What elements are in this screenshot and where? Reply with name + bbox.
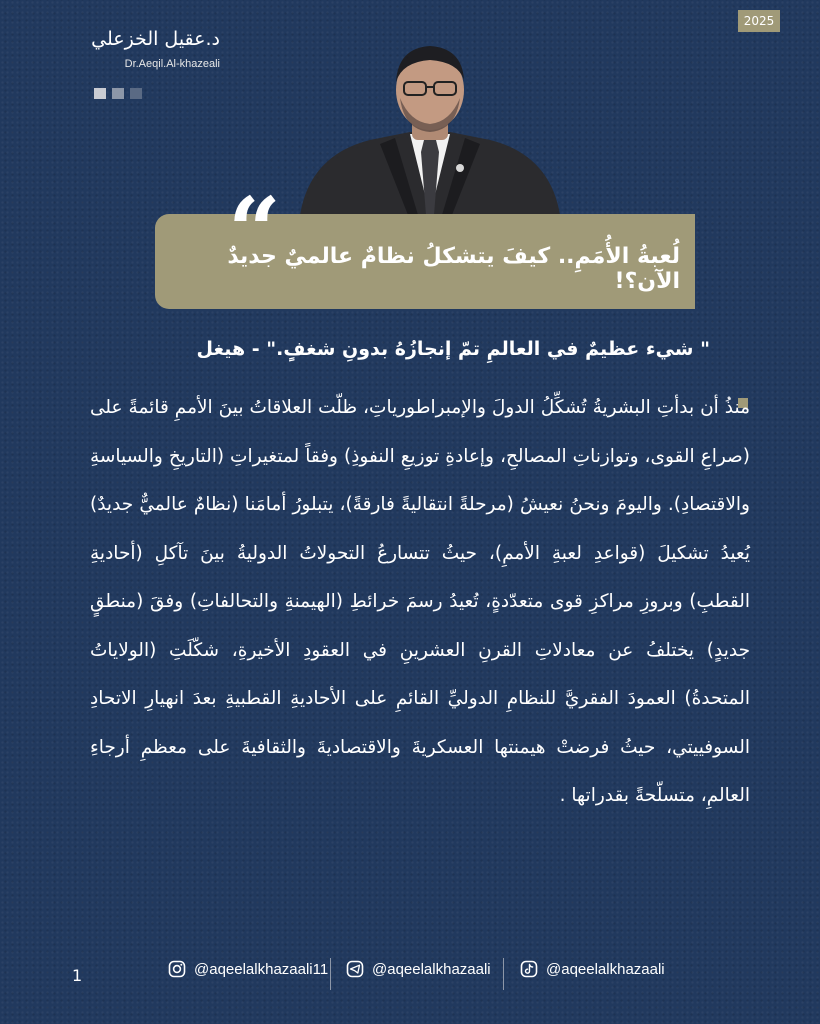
instagram-handle[interactable] bbox=[168, 960, 328, 978]
tiktok-handle-text: @aqeelalkhazaali bbox=[546, 960, 665, 978]
dot-light bbox=[94, 88, 106, 99]
instagram-icon bbox=[168, 960, 186, 978]
author-name-arabic: د.عقيل الخزعلي bbox=[91, 28, 220, 50]
body-paragraph: منذُ أن بدأتِ البشريةُ تُشكِّلُ الدولَ والإمبراطورياتِ، ظلّت العلاقاتُ بينَ الأممِ قائمةً على (صراعِ القوى، وتوازناتِ المصالحِ، وإعادةِ توزيعِ النفوذِ) وفقاً لمتغيراتِ (التاريخِ والسياسةِ والاقتصادِ). واليومَ ونحنُ نعيشُ (مرحلةً انتقاليةً فارقةً)، يتبلورُ أمامَنا (نظامٌ عالميٌّ جديدٌ) يُعيدُ تشكيلَ (قواعدِ لعبةِ الأممِ)، حيثُ تتسارعُ التحولاتُ الدوليةُ بينَ تآكلِ (أحاديةِ القطبِ) وبروزِ مراكزِ قوى متعدّدةٍ، تُعيدُ رسمَ خرائطِ (الهيمنةِ والتحالفاتِ) وفقَ (منطقٍ جديدٍ) يختلفُ عن معادلاتِ القرنِ العشرينِ في العقودِ الأخيرةِ، شكّلَتِ (الولاياتُ المتحدةُ) العمودَ الفقريَّ للنظامِ الدوليِّ القائمِ على الأحاديةِ القطبيةِ بعدَ انهيارِ الاتحادِ السوفييتي، حيثُ فرضتْ هيمنتها العسكريةَ والاقتصاديةَ والثقافيةَ على معظمِ أرجاءِ العالمِ، متسلّحةً بقدراتها . bbox=[90, 397, 750, 806]
footer-separator bbox=[330, 958, 331, 990]
tiktok-handle[interactable] bbox=[520, 960, 665, 978]
year-badge: 2025 bbox=[738, 10, 780, 32]
author-portrait bbox=[300, 40, 560, 215]
telegram-handle[interactable] bbox=[346, 960, 491, 978]
epigraph-quote: " شيء عظيمٌ في العالمِ تمّ إنجازُهُ بدونِ شغفٍ." - هيغل bbox=[196, 338, 710, 360]
quote-mark-icon: “ bbox=[228, 177, 281, 285]
telegram-icon bbox=[346, 960, 364, 978]
headline: لُعبةُ الأُمَمِ.. كيفَ يتشكلُ نظامٌ عالميٌ جديدٌ الآن؟! bbox=[227, 244, 680, 294]
telegram-handle-text: @aqeelalkhazaali bbox=[372, 960, 491, 978]
tiktok-icon bbox=[520, 960, 538, 978]
page-number: 1 bbox=[72, 966, 83, 985]
instagram-handle-text: @aqeelalkhazaali11 bbox=[194, 960, 329, 978]
dot-dark bbox=[130, 88, 142, 99]
author-name-latin: Dr.Aeqil.Al-khazeali bbox=[124, 58, 220, 70]
dot-medium bbox=[112, 88, 124, 99]
decorative-dots bbox=[94, 88, 142, 99]
footer-separator bbox=[503, 958, 504, 990]
